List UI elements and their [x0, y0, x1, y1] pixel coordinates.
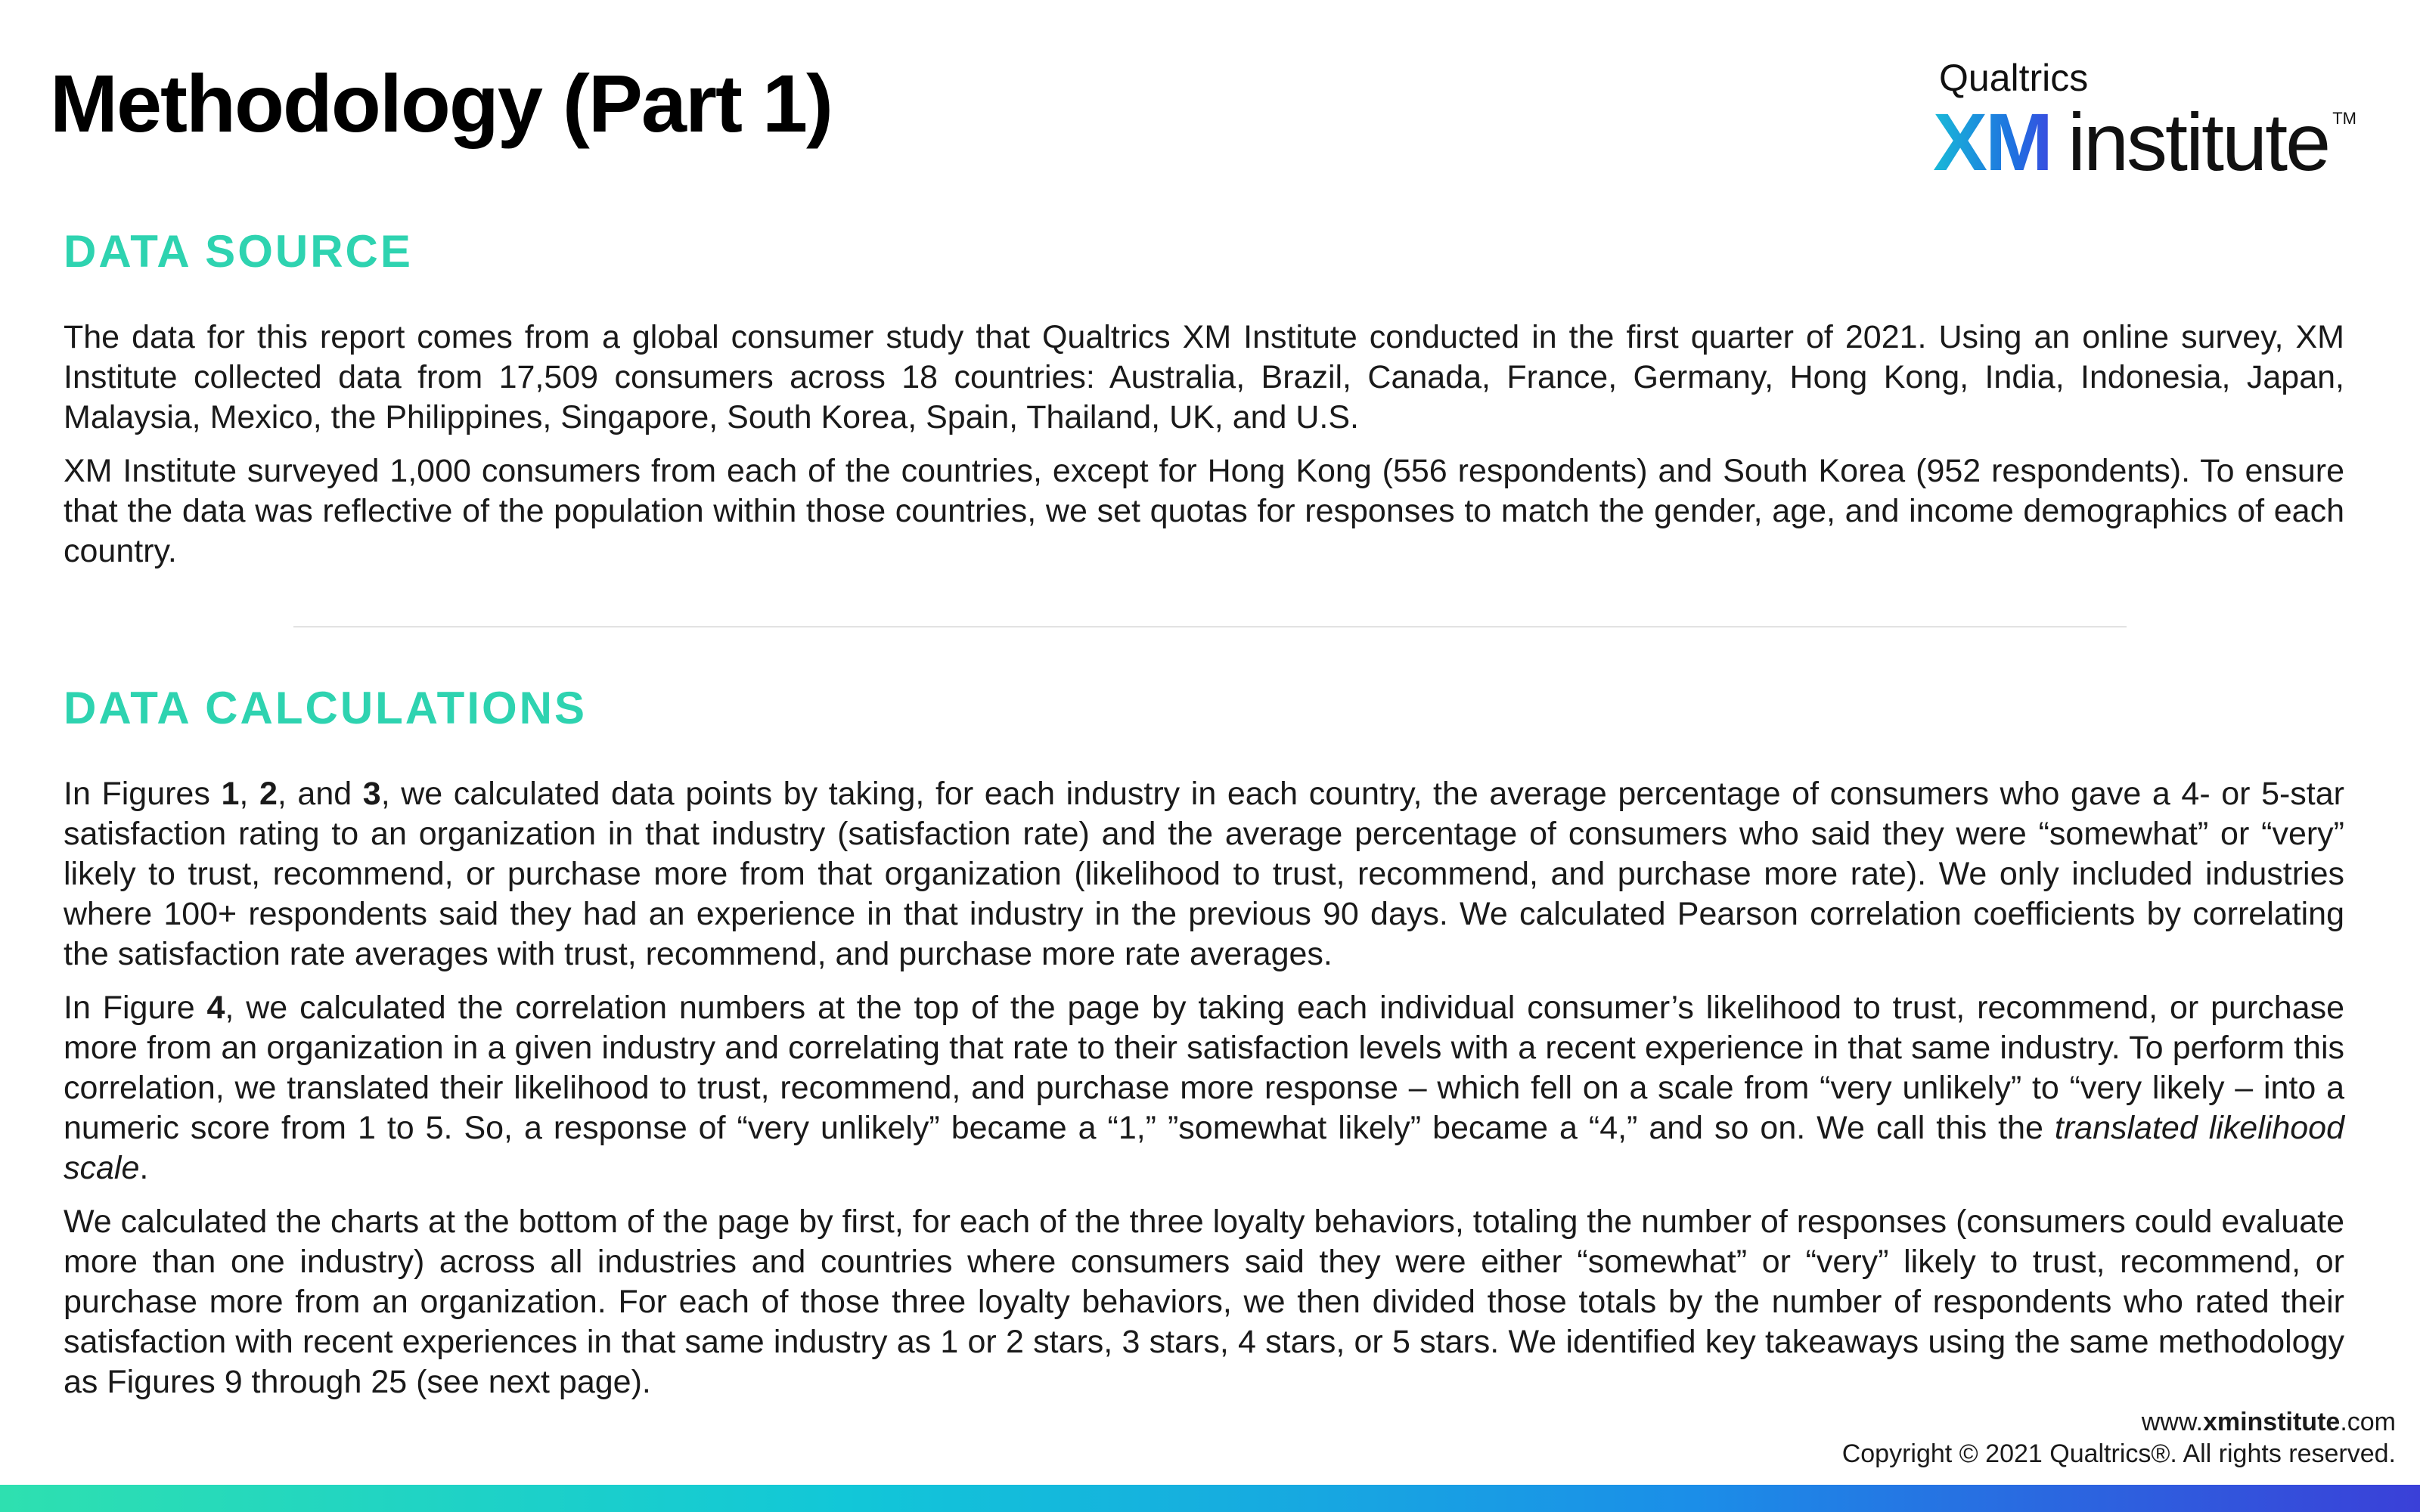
text-run: In Figure — [64, 990, 207, 1026]
section-divider — [293, 626, 2127, 627]
text-run: , we calculated the correlation numbers at the top of the page by taking each individual consumer’s likelihood to trust, recommend, or purchase more from an organization in a given industry and correlating that rate to their satisfaction levels with a recent experience in that same industry. To perform this correlation, we translated their likelihood to trust, recommend, and purchase more response – which fell on a scale from “very unlikely” to “very likely – into a numeric score from 1 to 5. So, a response of “very unlikely” became a “1,” ”somewhat likely” became a “4,” and so on. We call this the — [64, 990, 2344, 1146]
figure-ref-2: 2 — [259, 776, 278, 812]
data-calculations-body — [64, 774, 2344, 1416]
footer-url-prefix: www. — [2141, 1408, 2203, 1436]
italic-term: translated likelihood scale — [64, 1110, 2344, 1186]
figure-ref-4: 4 — [206, 990, 225, 1026]
text-run: , we calculated data points by taking, for each industry in each country, the average percentage of consumers who gave a 4- or 5-star satisfaction rating to an organization in that industry (satisfaction rate) and the average percentage of consumers who said they were “somewhat” or “very” likely to trust, recommend, or purchase more from that organization (likelihood to trust, recommend, and purchase more rate). We only included industries where 100+ respondents said they had an experience in that industry in the previous 90 days. We calculated Pearson correlation coefficients by correlating the satisfaction rate averages with trust, recommend, and purchase more rate averages. — [64, 776, 2344, 972]
data-calculations-paragraph-2 — [64, 988, 2344, 1188]
data-source-paragraph-1: The data for this report comes from a global consumer study that Qualtrics XM Institute conducted in the first quarter of 2021. Using an online survey, XM Institute collected data from 17,509 consumers across 18 countries: Australia, Brazil, Canada, France, Germany, Hong Kong, India, Indonesia, Japan, Malaysia, Mexico, the Philippines, Singapore, South Korea, Spain, Thailand, UK, and U.S. — [64, 319, 2344, 435]
footer-gradient-bar — [0, 1485, 2420, 1512]
text-run: , — [239, 776, 259, 812]
data-source-body — [64, 318, 2344, 585]
logo-xm-text: XM — [1933, 96, 2051, 187]
footer-url-suffix: .com — [2340, 1408, 2396, 1436]
text-run: In Figures — [64, 776, 222, 812]
data-calculations-heading: DATA CALCULATIONS — [64, 683, 588, 733]
xm-institute-logo — [1933, 59, 2356, 187]
text-run: , and — [277, 776, 363, 812]
data-calculations-paragraph-1 — [64, 774, 2344, 974]
data-source-paragraph-2: XM Institute surveyed 1,000 consumers from each of the countries, except for Hong Kong (556 respondents) and South Korea (952 respondents). To ensure that the data was reflective of the population within those countries, we set quotas for responses to match the gender, age, and income demographics of each country. — [64, 453, 2344, 569]
data-source-heading: DATA SOURCE — [64, 226, 413, 277]
logo-trademark: TM — [2332, 109, 2356, 128]
footer-url[interactable] — [1842, 1406, 2396, 1438]
text-run: . — [139, 1150, 149, 1186]
footer-copyright: Copyright © 2021 Qualtrics®. All rights reserved. — [1841, 1439, 2396, 1468]
footer — [1842, 1406, 2396, 1470]
logo-qualtrics-text: Qualtrics — [1939, 57, 2089, 99]
figure-ref-1: 1 — [221, 776, 240, 812]
figure-ref-3: 3 — [362, 776, 381, 812]
footer-url-bold: xminstitute — [2202, 1408, 2341, 1436]
data-calculations-paragraph-3: We calculated the charts at the bottom of the page by first, for each of the three loyalty behaviors, totaling the number of responses (consumers could evaluate more than one industry) across all industries and countries where consumers said they were either “somewhat” or “very” likely to trust, recommend, or purchase more from an organization. For each of those three loyalty behaviors, we then divided those totals by the number of respondents who rated their satisfaction with recent experiences in that same industry as 1 or 2 stars, 3 stars, 4 stars, or 5 stars. We identified key takeaways using the same methodology as Figures 9 through 25 (see next page). — [64, 1204, 2344, 1400]
logo-institute-text: institute — [2068, 96, 2329, 187]
page-title: Methodology (Part 1) — [50, 57, 832, 149]
